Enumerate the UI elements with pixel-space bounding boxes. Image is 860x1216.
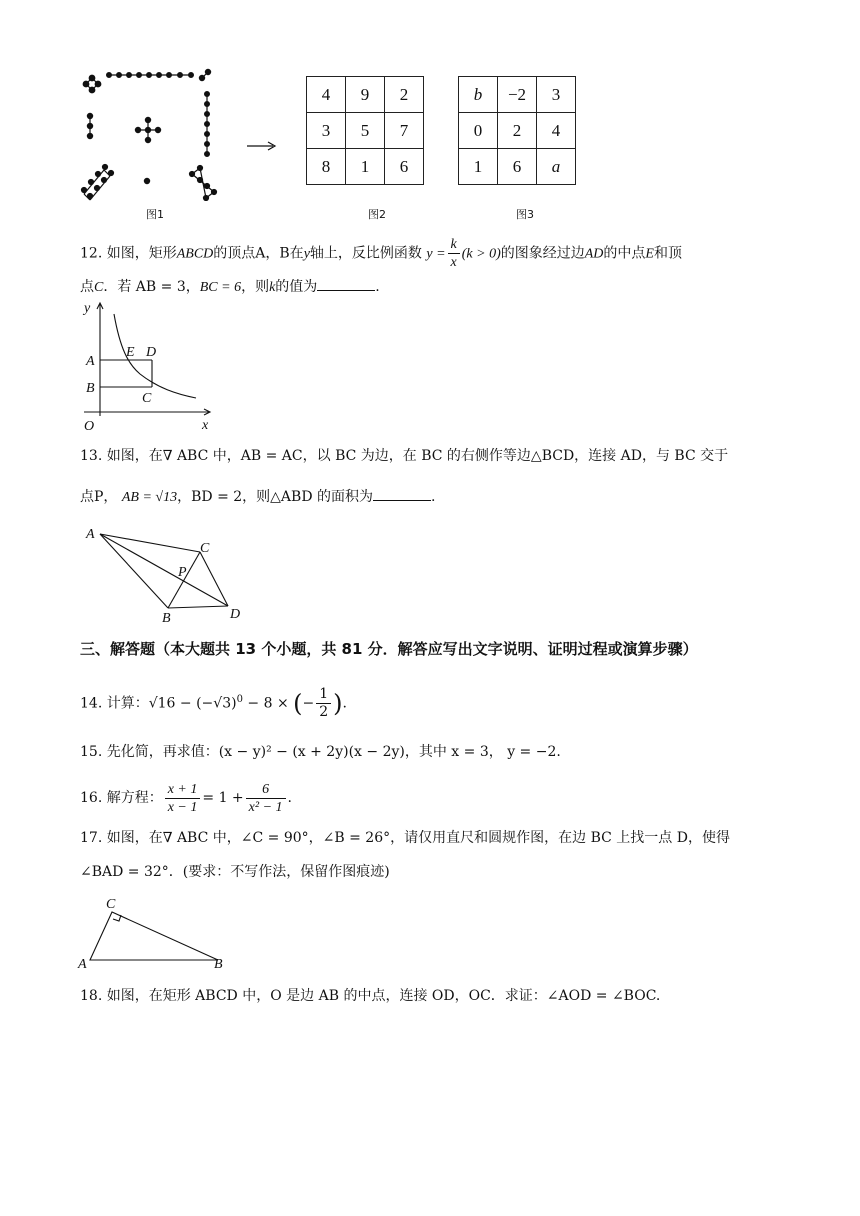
fig13-label-c: C: [200, 541, 210, 556]
q12-text: 的图象经过边: [500, 245, 585, 262]
question-16: [80, 778, 292, 818]
q16-fraction-1: [165, 781, 201, 816]
grid-cell: 1: [459, 149, 498, 185]
figure-1-caption: 图1: [146, 208, 164, 221]
figure-1-dot-diagram: [74, 66, 224, 201]
question-12-line-1: [80, 236, 682, 271]
fraction-denominator: x: [450, 255, 457, 270]
grid-cell: 4: [537, 113, 576, 149]
fig13-label-d: D: [230, 607, 241, 622]
q14-fraction: [316, 686, 331, 721]
question-12-figure: [80, 298, 220, 436]
q14-expr: √16 − (−√3): [148, 695, 237, 712]
q18-text: 如图，在矩形 ABCD 中，O 是边 AB 的中点，连接 OD，OC．求证：∠AOD = ∠BOC.: [106, 988, 661, 1004]
fig12-label-b: B: [86, 381, 95, 396]
question-number: 13.: [80, 448, 103, 464]
fraction-denominator: 2: [319, 704, 329, 720]
q12-text: ．若 AB = 3，: [103, 279, 200, 295]
fig12-label-o: O: [84, 419, 95, 434]
question-13-figure: [80, 522, 250, 626]
q12-k: k: [269, 280, 276, 295]
fig13-label-a: A: [86, 527, 95, 542]
arrow-right-icon: [245, 140, 279, 152]
q16-end: .: [287, 790, 292, 806]
question-14: 14. 计算：$√16 - (-√3)^0 - 8$ × (− $\frac{1}{2}$ ).: [80, 686, 347, 720]
question-12-line-2: [80, 276, 380, 298]
q12-side-ad: AD: [584, 246, 604, 262]
grid-row: [459, 149, 576, 185]
q12-text: 轴上，反比例函数: [309, 245, 422, 262]
grid-cell: 3: [307, 113, 346, 149]
question-15: [80, 742, 561, 762]
q12-fraction: [448, 236, 460, 271]
q12-rect-name: ABCD: [176, 246, 214, 262]
question-13-line-1: [80, 446, 728, 466]
fig12-label-x: x: [202, 418, 209, 433]
q16-label: 解方程：: [106, 790, 163, 806]
question-number: 12.: [80, 245, 103, 262]
q13-text: .: [431, 489, 436, 505]
fig12-label-y: y: [84, 301, 91, 316]
question-17-figure: [76, 892, 236, 972]
q12-text: 如图，矩形: [106, 245, 177, 262]
grid-cell: 4: [307, 77, 346, 113]
grid-cell: −2: [498, 77, 537, 113]
section-3-heading: 三、解答题（本大题共 13 个小题，共 81 分．解答应写出文字说明、证明过程或演算步骤）: [80, 640, 698, 658]
question-17-line-2: [80, 862, 390, 882]
grid-cell: a: [537, 149, 576, 185]
grid-cell: 6: [498, 149, 537, 185]
q16-mid: = 1 +: [202, 790, 244, 806]
grid-row: [307, 149, 424, 185]
fraction-numerator: k: [448, 236, 460, 254]
grid-row: [459, 77, 576, 113]
q14-label: 计算：: [106, 695, 149, 712]
q14-exponent: 0: [236, 693, 243, 705]
q12-y-axis: y: [303, 246, 310, 262]
q14-expr: − 8 ×: [242, 695, 289, 712]
fraction-numerator: 6: [246, 781, 286, 799]
grid-cell: 3: [537, 77, 576, 113]
q12-point-c: C: [94, 280, 104, 295]
q17-text: 如图，在∇ ABC 中，∠C = 90°，∠B = 26°，请仅用直尺和圆规作图，在边 BC 上找一点 D，使得: [106, 830, 730, 846]
grid-cell: 1: [346, 149, 385, 185]
grid-cell: 6: [385, 149, 424, 185]
q13-text: ，BD = 2，则△ABD 的面积为: [177, 489, 373, 505]
figure-3-caption: 图3: [516, 208, 534, 221]
grid-cell: 0: [459, 113, 498, 149]
grid-row: [307, 113, 424, 149]
question-13-line-2: [80, 486, 435, 508]
q12-text: 的顶点A，B在: [213, 245, 304, 262]
q12-text: 的值为: [275, 279, 318, 295]
q13-text: 如图，在∇ ABC 中，AB = AC，以 BC 为边，在 BC 的右侧作等边△BCD，连接 AD，与 BC 交于: [106, 448, 729, 464]
grid-cell: 5: [346, 113, 385, 149]
grid-cell: 2: [498, 113, 537, 149]
fraction-numerator: 1: [316, 686, 331, 704]
fig12-label-c: C: [142, 391, 152, 406]
q15-text: 先化简，再求值：(x − y)² − (x + 2y)(x − 2y)，其中 x = 3， y = −2.: [106, 744, 561, 760]
question-number: 14.: [80, 695, 103, 712]
question-number: 15.: [80, 744, 103, 760]
fraction-numerator: x + 1: [165, 781, 201, 799]
grid-cell: 2: [385, 77, 424, 113]
question-18: [80, 986, 660, 1006]
grid-row: [459, 113, 576, 149]
figure-3-magic-square: [458, 76, 576, 185]
q12-bc: BC = 6: [199, 280, 242, 295]
fig13-label-p: P: [178, 565, 187, 580]
q12-point-e: E: [645, 246, 654, 262]
answer-blank: [373, 486, 431, 501]
question-17-line-1: [80, 828, 730, 848]
fig12-label-a: A: [86, 354, 95, 369]
fig12-label-d: D: [146, 345, 157, 360]
grid-cell: 9: [346, 77, 385, 113]
fraction-denominator: x − 1: [167, 799, 198, 815]
grid-cell: b: [459, 77, 498, 113]
question-number: 16.: [80, 790, 103, 806]
fig17-label-b: B: [214, 957, 223, 972]
fig12-label-e: E: [126, 345, 135, 360]
q16-fraction-2: [246, 781, 286, 816]
q12-text: 的中点: [603, 245, 646, 262]
q12-func-lhs: y =: [426, 246, 446, 262]
fig13-label-b: B: [162, 611, 171, 626]
question-number: 17.: [80, 830, 103, 846]
q12-text: 和顶: [653, 245, 682, 262]
question-number: 18.: [80, 988, 103, 1004]
q12-condition: (k > 0): [461, 246, 501, 262]
q13-text: 点P，: [80, 489, 118, 505]
figure-2-caption: 图2: [368, 208, 386, 221]
figure-2-magic-square: [306, 76, 424, 185]
fig17-label-a: A: [78, 957, 87, 972]
q17-text: ∠BAD = 32°．(要求：不写作法，保留作图痕迹): [80, 864, 390, 880]
q12-text: .: [375, 279, 380, 295]
grid-cell: 7: [385, 113, 424, 149]
q14-minus: −: [302, 695, 315, 712]
answer-blank: [317, 276, 375, 291]
q12-text: 点: [80, 279, 94, 295]
fig17-label-c: C: [106, 897, 116, 912]
grid-row: [307, 77, 424, 113]
fraction-denominator: x² − 1: [248, 799, 283, 815]
q12-text: ，则: [241, 279, 270, 295]
grid-cell: 8: [307, 149, 346, 185]
q14-end: .: [342, 695, 347, 712]
q13-ab-value: AB = √13: [121, 490, 178, 505]
